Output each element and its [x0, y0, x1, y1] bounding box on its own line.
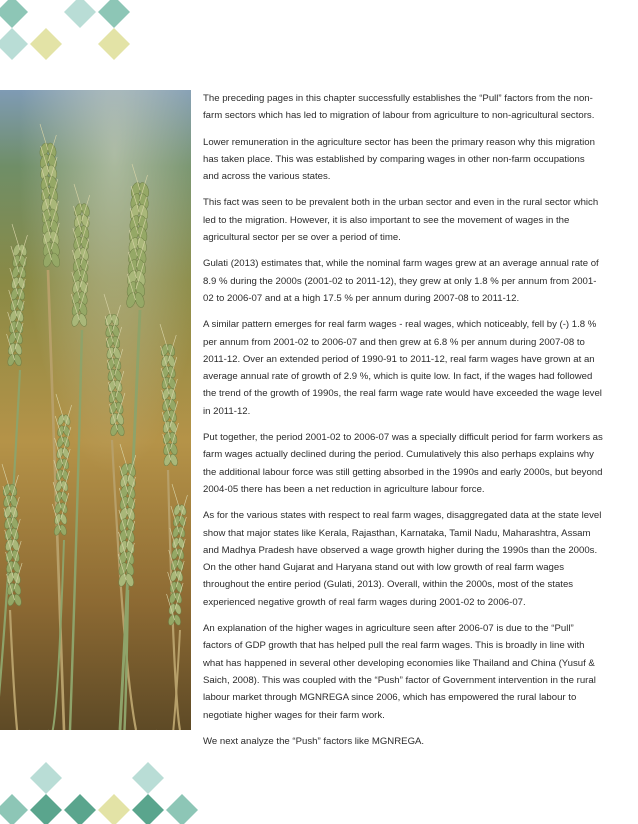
- decorative-diamond: [0, 28, 28, 60]
- decorative-diamond: [0, 794, 28, 824]
- decorative-diamond: [132, 762, 164, 794]
- decorative-diamond: [30, 762, 62, 794]
- paragraph: This fact was seen to be prevalent both in the urban sector and even in the rural sector which led to the migration. However, it is also important to see the movement of wages in the agricultural sector per se over a period of time.: [203, 197, 599, 244]
- decorative-diamond: [98, 0, 130, 28]
- paragraph: An explanation of the higher wages in agriculture seen after 2006-07 is due to the “Pull” factors of GDP growth that has helped pull the real farm wages. This is broadly in line with what has happened in several other developing economies like Thailand and China (Yusuf & Saich, 2008). This was coupled with the “Push” factor of Government intervention in the rural labour market through MGNREGA since 2006, which has empowered the rural labour to negotiate higher wages for their farm work.: [203, 623, 596, 721]
- decorative-diamond: [30, 28, 62, 60]
- decorative-diamond: [64, 0, 96, 28]
- body-text: [203, 90, 603, 759]
- wheat-field-photo: [0, 90, 191, 730]
- decorative-diamond: [98, 28, 130, 60]
- paragraph: Gulati (2013) estimates that, while the nominal farm wages grew at an average annual rate of 8.9 % during the 2000s (2001-02 to 2011-12), they grew at only 1.8 % per annum from 2001-02 to 2006-07 and at a high 17.5 % per annum during 2007-08 to 2011-12.: [203, 258, 599, 304]
- decorative-diamond: [166, 794, 198, 824]
- decorative-diamond: [0, 0, 28, 28]
- decorative-diamond: [98, 794, 130, 824]
- paragraph: We next analyze the “Push” factors like MGNREGA.: [203, 735, 425, 747]
- paragraph: A similar pattern emerges for real farm wages - real wages, which noticeably, fell by (-) 1.8 % per annum from 2001-02 to 2006-07 and then grew at 6.8 % per annum during 2007-08 to 2011-12. Over an extended period of 1990-91 to 2011-12, real farm wages have grown at an average annual rate of growth of 2.9 %, which is quite low. In fact, if the wages had followed the trend of the growth of 1990s, the real farm wage rate would have exceeded the wage level in 2011-12.: [203, 319, 602, 417]
- decorative-diamond: [30, 794, 62, 824]
- paragraph: As for the various states with respect to real farm wages, disaggregated data at the state level show that major states like Kerala, Rajasthan, Karnataka, Tamil Nadu, Maharashtra, Assam and Madhya Pradesh have observed a wage growth higher during the 1990s than the 2000s. On the other hand Gujarat and Haryana stand out with low growth of real farm wages throughout the entire period (Gulati, 2013). Overall, within the 2000s, most of the states experienced negative growth of real farm wages during 2001-02 to 2006-07.: [203, 510, 602, 608]
- decorative-diamond: [64, 794, 96, 824]
- paragraph: The preceding pages in this chapter successfully establishes the “Pull” factors from the non-farm sectors which has led to migration of labour from agriculture to non-agricultural sectors.: [203, 93, 595, 122]
- paragraph: Put together, the period 2001-02 to 2006-07 was a specially difficult period for farm workers as farm wages actually declined during the period. Cumulatively this also perhaps explains why the additional labour force was still getting absorbed in the 1990s and early 2000s, but beyond 2004-05 there has been a net reduction in agriculture labour force.: [203, 432, 603, 495]
- paragraph: Lower remuneration in the agriculture sector has been the primary reason why this migration has taken place. This was established by comparing wages in other non-farm occupations and across the various states.: [203, 136, 595, 183]
- decorative-diamond: [132, 794, 164, 824]
